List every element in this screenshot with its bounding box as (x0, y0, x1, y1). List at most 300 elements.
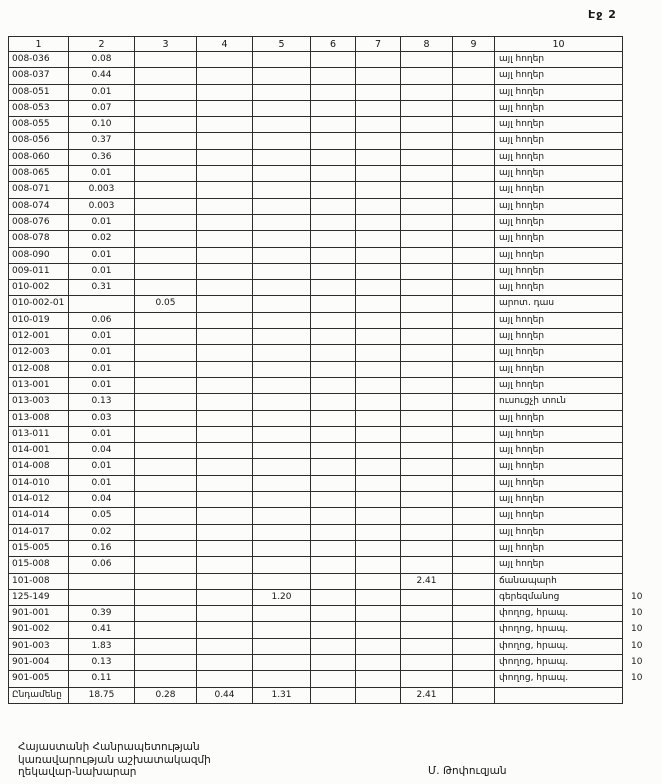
cell-col9 (453, 133, 495, 149)
table-row (9, 361, 657, 377)
margin-note (623, 524, 657, 540)
cell-col10: արոտ. դաս (495, 296, 623, 312)
cell-col4 (197, 671, 253, 687)
cell-col9 (453, 475, 495, 491)
cell-col5 (253, 540, 311, 556)
table-row (9, 149, 657, 165)
table-header-row (9, 37, 657, 52)
cell-col4 (197, 182, 253, 198)
table-row (9, 638, 657, 654)
cell-col1: 901-001 (9, 606, 69, 622)
cell-col10: ուսուցչի տուն (495, 394, 623, 410)
cell-col3 (135, 182, 197, 198)
cell-col2: 0.01 (69, 329, 135, 345)
table-row (9, 345, 657, 361)
cell-col1: 901-002 (9, 622, 69, 638)
cell-col5 (253, 312, 311, 328)
table-row (9, 133, 657, 149)
cell-col10: այլ հողեր (495, 182, 623, 198)
cell-col3 (135, 426, 197, 442)
margin-note (623, 263, 657, 279)
cell-col2: 0.01 (69, 459, 135, 475)
margin-note (623, 329, 657, 345)
cell-col3 (135, 459, 197, 475)
cell-col6 (311, 410, 356, 426)
cell-col4 (197, 394, 253, 410)
column-header: 5 (253, 37, 311, 52)
cell-col8 (401, 166, 453, 182)
cell-col9 (453, 52, 495, 68)
column-header: 4 (197, 37, 253, 52)
cell-col10: փողոց, հրապ. (495, 622, 623, 638)
cell-col5 (253, 100, 311, 116)
margin-note (623, 540, 657, 556)
cell-col8 (401, 654, 453, 670)
cell-col7 (356, 492, 401, 508)
page-number-label: Էջ 2 (588, 8, 617, 21)
cell-col5 (253, 263, 311, 279)
cell-col1: Ընդամենը (9, 687, 69, 703)
cell-col2: 0.13 (69, 394, 135, 410)
margin-note (623, 214, 657, 230)
margin-note (623, 492, 657, 508)
cell-col7 (356, 443, 401, 459)
cell-col6 (311, 166, 356, 182)
table-row (9, 540, 657, 556)
margin-note (623, 475, 657, 491)
cell-col10: այլ հողեր (495, 492, 623, 508)
cell-col1: 101-008 (9, 573, 69, 589)
cell-col7 (356, 557, 401, 573)
margin-note (623, 377, 657, 393)
cell-col3 (135, 443, 197, 459)
column-header: 2 (69, 37, 135, 52)
cell-col8 (401, 100, 453, 116)
cell-col5 (253, 492, 311, 508)
table-row (9, 459, 657, 475)
cell-col4 (197, 589, 253, 605)
footer-org-line-2: կառավարության աշխատակազմի (18, 753, 211, 766)
cell-col10: այլ հողեր (495, 263, 623, 279)
cell-col10: այլ հողեր (495, 149, 623, 165)
cell-col8 (401, 459, 453, 475)
table-row (9, 296, 657, 312)
cell-col3 (135, 84, 197, 100)
cell-col10: այլ հողեր (495, 133, 623, 149)
footer-org-line-1: Հայաստանի Հանրապետության (18, 741, 200, 753)
cell-col5 (253, 638, 311, 654)
cell-col10: ճանապարհ (495, 573, 623, 589)
margin-note (623, 312, 657, 328)
cell-col8: 2.41 (401, 573, 453, 589)
cell-col4 (197, 410, 253, 426)
cell-col6 (311, 443, 356, 459)
cell-col1: 012-003 (9, 345, 69, 361)
table-row (9, 84, 657, 100)
table-row (9, 52, 657, 68)
cell-col6 (311, 329, 356, 345)
cell-col5 (253, 231, 311, 247)
cell-col9 (453, 394, 495, 410)
table-row (9, 182, 657, 198)
cell-col10: գերեզմանոց (495, 589, 623, 605)
cell-col3 (135, 377, 197, 393)
cell-col8 (401, 622, 453, 638)
cell-col1: 008-076 (9, 214, 69, 230)
cell-col6 (311, 524, 356, 540)
cell-col5 (253, 84, 311, 100)
cell-col8 (401, 508, 453, 524)
cell-col5 (253, 117, 311, 133)
cell-col7 (356, 654, 401, 670)
cell-col1: 008-060 (9, 149, 69, 165)
column-header: 8 (401, 37, 453, 52)
cell-col10: փողոց, հրապ. (495, 671, 623, 687)
cell-col1: 901-005 (9, 671, 69, 687)
cell-col2: 0.01 (69, 263, 135, 279)
cell-col4 (197, 426, 253, 442)
cell-col5 (253, 280, 311, 296)
cell-col1: 014-001 (9, 443, 69, 459)
table-row (9, 443, 657, 459)
cell-col7 (356, 214, 401, 230)
cell-col1: 008-071 (9, 182, 69, 198)
cell-col8 (401, 443, 453, 459)
cell-col7 (356, 296, 401, 312)
cell-col9 (453, 459, 495, 475)
margin-note (623, 394, 657, 410)
cell-col8 (401, 182, 453, 198)
cell-col3 (135, 361, 197, 377)
cell-col3 (135, 214, 197, 230)
cell-col2: 0.03 (69, 410, 135, 426)
cell-col8 (401, 557, 453, 573)
cell-col2: 0.05 (69, 508, 135, 524)
margin-note: 10 (631, 640, 643, 651)
cell-col9 (453, 410, 495, 426)
margin-note (623, 247, 657, 263)
cell-col5 (253, 345, 311, 361)
table-row (9, 280, 657, 296)
cell-col4 (197, 573, 253, 589)
cell-col9 (453, 84, 495, 100)
cell-col1: 008-037 (9, 68, 69, 84)
cell-col10: փողոց, հրապ. (495, 606, 623, 622)
cell-col2: 0.13 (69, 654, 135, 670)
cell-col4 (197, 606, 253, 622)
cell-col7 (356, 68, 401, 84)
cell-col5 (253, 214, 311, 230)
cell-col5 (253, 149, 311, 165)
cell-col9 (453, 540, 495, 556)
cell-col7 (356, 524, 401, 540)
cell-col5 (253, 166, 311, 182)
cell-col10: փողոց, հրապ. (495, 654, 623, 670)
cell-col5 (253, 247, 311, 263)
margin-note: 10 (631, 591, 643, 602)
margin-note (623, 100, 657, 116)
cell-col2: 0.01 (69, 166, 135, 182)
cell-col2: 0.44 (69, 68, 135, 84)
cell-col7 (356, 182, 401, 198)
table-row (9, 377, 657, 393)
cell-col1: 901-004 (9, 654, 69, 670)
cell-col9 (453, 638, 495, 654)
cell-col5 (253, 182, 311, 198)
cell-col8 (401, 475, 453, 491)
margin-note (623, 231, 657, 247)
table-row (9, 492, 657, 508)
cell-col3 (135, 638, 197, 654)
column-header: 9 (453, 37, 495, 52)
cell-col8 (401, 312, 453, 328)
cell-col1: 012-001 (9, 329, 69, 345)
table-row (9, 557, 657, 573)
table-row (9, 589, 657, 605)
column-header: 6 (311, 37, 356, 52)
cell-col6 (311, 557, 356, 573)
cell-col3 (135, 100, 197, 116)
margin-note (623, 557, 657, 573)
cell-col3 (135, 345, 197, 361)
cell-col10: այլ հողեր (495, 524, 623, 540)
cell-col4 (197, 361, 253, 377)
cell-col10: այլ հողեր (495, 475, 623, 491)
cell-col3 (135, 117, 197, 133)
table-row (9, 247, 657, 263)
cell-col1: 014-014 (9, 508, 69, 524)
cell-col10: այլ հողեր (495, 247, 623, 263)
cell-col3: 0.28 (135, 687, 197, 703)
margin-note (623, 459, 657, 475)
cell-col4 (197, 117, 253, 133)
cell-col6 (311, 361, 356, 377)
cell-col1: 008-090 (9, 247, 69, 263)
table-body (9, 52, 657, 704)
cell-col8 (401, 329, 453, 345)
cell-col9 (453, 508, 495, 524)
cell-col1: 010-002 (9, 280, 69, 296)
cell-col1: 013-001 (9, 377, 69, 393)
cell-col8 (401, 361, 453, 377)
cell-col1: 008-056 (9, 133, 69, 149)
table-row (9, 508, 657, 524)
cell-col1: 012-008 (9, 361, 69, 377)
column-header: 1 (9, 37, 69, 52)
cell-col10: այլ հողեր (495, 280, 623, 296)
table-row (9, 100, 657, 116)
cell-col4 (197, 296, 253, 312)
cell-col5 (253, 557, 311, 573)
cell-col5 (253, 410, 311, 426)
table-row (9, 671, 657, 687)
cell-col6 (311, 117, 356, 133)
cell-col7 (356, 100, 401, 116)
margin-note-header (623, 37, 657, 52)
cell-col6 (311, 671, 356, 687)
footer-org-block (18, 741, 211, 779)
cell-col9 (453, 573, 495, 589)
cell-col7 (356, 149, 401, 165)
cell-col1: 014-012 (9, 492, 69, 508)
cell-col2: 0.07 (69, 100, 135, 116)
cell-col2: 18.75 (69, 687, 135, 703)
cell-col7 (356, 638, 401, 654)
table-row (9, 231, 657, 247)
cell-col1: 013-008 (9, 410, 69, 426)
cell-col8 (401, 149, 453, 165)
cell-col1: 008-078 (9, 231, 69, 247)
cell-col1: 010-002-01 (9, 296, 69, 312)
footer-org-line-3: ղեկավար-նախարար (18, 766, 137, 778)
cell-col10: այլ հողեր (495, 345, 623, 361)
cell-col1: 014-008 (9, 459, 69, 475)
cell-col2: 0.01 (69, 475, 135, 491)
cell-col4 (197, 377, 253, 393)
cell-col5 (253, 133, 311, 149)
cell-col7 (356, 247, 401, 263)
cell-col7 (356, 263, 401, 279)
cell-col3 (135, 557, 197, 573)
cell-col3 (135, 622, 197, 638)
cell-col10: այլ հողեր (495, 443, 623, 459)
cell-col6 (311, 182, 356, 198)
cell-col8: 2.41 (401, 687, 453, 703)
cell-col10: այլ հողեր (495, 377, 623, 393)
cell-col5 (253, 361, 311, 377)
cell-col1: 013-003 (9, 394, 69, 410)
table-row (9, 573, 657, 589)
cell-col4 (197, 133, 253, 149)
margin-note (623, 573, 657, 589)
cell-col7 (356, 475, 401, 491)
cell-col6 (311, 573, 356, 589)
cell-col1: 008-055 (9, 117, 69, 133)
cell-col3 (135, 540, 197, 556)
cell-col5 (253, 622, 311, 638)
table-row (9, 117, 657, 133)
cell-col9 (453, 247, 495, 263)
cell-col2: 0.10 (69, 117, 135, 133)
cell-col4 (197, 557, 253, 573)
margin-note (623, 133, 657, 149)
cell-col8 (401, 84, 453, 100)
cell-col8 (401, 231, 453, 247)
cell-col5: 1.20 (253, 589, 311, 605)
cell-col9 (453, 231, 495, 247)
margin-note: 10 (631, 673, 643, 684)
cell-col6 (311, 638, 356, 654)
cell-col4 (197, 247, 253, 263)
cell-col4 (197, 524, 253, 540)
cell-col2 (69, 573, 135, 589)
cell-col4 (197, 475, 253, 491)
margin-note (623, 296, 657, 312)
cell-col7 (356, 133, 401, 149)
table-row (9, 410, 657, 426)
cell-col8 (401, 263, 453, 279)
cell-col10: այլ հողեր (495, 166, 623, 182)
cell-col6 (311, 377, 356, 393)
margin-note (623, 68, 657, 84)
cell-col3 (135, 508, 197, 524)
cell-col2: 0.36 (69, 149, 135, 165)
cell-col9 (453, 443, 495, 459)
cell-col2: 0.06 (69, 312, 135, 328)
cell-col1: 008-051 (9, 84, 69, 100)
margin-note (623, 426, 657, 442)
cell-col9 (453, 100, 495, 116)
cell-col10: այլ հողեր (495, 540, 623, 556)
table-header (9, 37, 657, 52)
cell-col6 (311, 312, 356, 328)
cell-col1: 008-065 (9, 166, 69, 182)
margin-note (623, 149, 657, 165)
cell-col4 (197, 214, 253, 230)
cell-col7 (356, 198, 401, 214)
cell-col8 (401, 133, 453, 149)
cell-col7 (356, 312, 401, 328)
cell-col8 (401, 198, 453, 214)
cell-col3 (135, 329, 197, 345)
cell-col4 (197, 198, 253, 214)
cell-col10: այլ հողեր (495, 459, 623, 475)
cell-col6 (311, 231, 356, 247)
cell-col2: 0.003 (69, 198, 135, 214)
cell-col4 (197, 654, 253, 670)
cell-col9 (453, 524, 495, 540)
cell-col2: 0.01 (69, 84, 135, 100)
cell-col8 (401, 247, 453, 263)
cell-col5 (253, 443, 311, 459)
cell-col9 (453, 492, 495, 508)
cell-col3 (135, 606, 197, 622)
cell-col4 (197, 68, 253, 84)
cell-col10: այլ հողեր (495, 52, 623, 68)
cell-col9 (453, 166, 495, 182)
cell-col1: 010-019 (9, 312, 69, 328)
cell-col6 (311, 100, 356, 116)
cell-col4 (197, 280, 253, 296)
margin-note (623, 84, 657, 100)
cell-col5 (253, 459, 311, 475)
cell-col4 (197, 166, 253, 182)
cell-col5 (253, 508, 311, 524)
cell-col4 (197, 508, 253, 524)
cell-col10: այլ հողեր (495, 361, 623, 377)
table-row (9, 329, 657, 345)
cell-col3 (135, 68, 197, 84)
cell-col7 (356, 117, 401, 133)
cell-col3 (135, 589, 197, 605)
cell-col4 (197, 638, 253, 654)
table-row (9, 426, 657, 442)
cell-col3 (135, 52, 197, 68)
cell-col10: այլ հողեր (495, 426, 623, 442)
cell-col1: 013-011 (9, 426, 69, 442)
cell-col8 (401, 345, 453, 361)
cell-col1: 009-011 (9, 263, 69, 279)
cell-col9 (453, 329, 495, 345)
cell-col2 (69, 296, 135, 312)
cell-col8 (401, 540, 453, 556)
cell-col3 (135, 671, 197, 687)
cell-col8 (401, 68, 453, 84)
table-row (9, 198, 657, 214)
cell-col7 (356, 84, 401, 100)
cell-col8 (401, 524, 453, 540)
cell-col7 (356, 361, 401, 377)
